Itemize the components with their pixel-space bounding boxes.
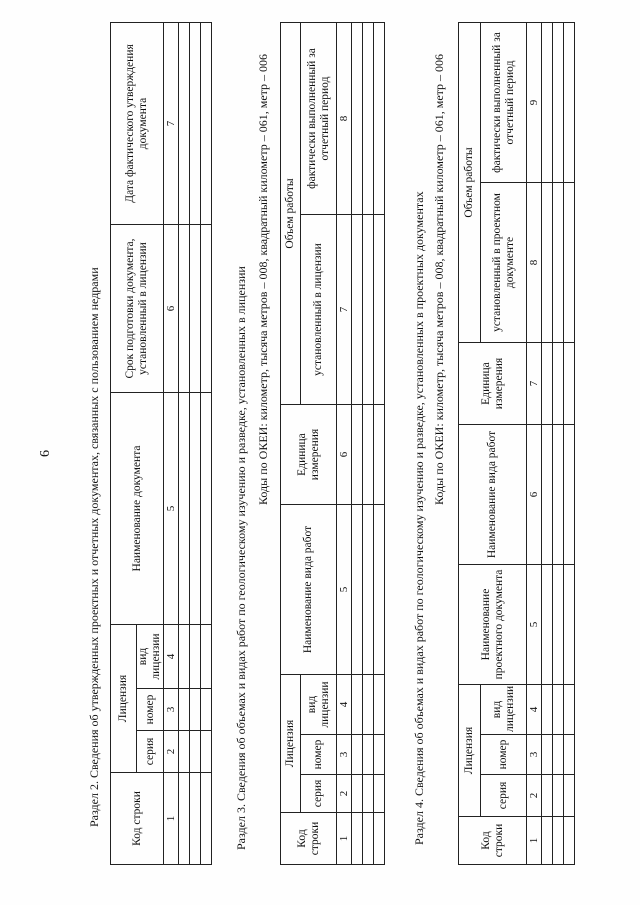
header-work-type-name: Наименование вида работ (459, 425, 527, 565)
section4-okei-codes: Коды по ОКЕИ: километр, тысяча метров – 008, квадратный километр – 061, метр – 006 (432, 53, 446, 505)
empty-cell (352, 775, 363, 813)
header-actual-completed: фактически выполненный за отчетный период (481, 22, 527, 182)
empty-cell (363, 775, 374, 813)
empty-cell (190, 773, 201, 865)
empty-cell (179, 225, 190, 393)
empty-cell (201, 225, 212, 393)
col-number: 6 (164, 225, 179, 393)
header-project-doc-name: Наименование проектного документа (459, 565, 527, 685)
section2-title: Раздел 2. Сведения об утвержденных проектных и отчетных документах, связанных с пользованием недрами (87, 267, 101, 827)
empty-cell (542, 425, 553, 565)
col-number: 3 (337, 735, 352, 775)
empty-cell (564, 685, 575, 735)
col-number: 7 (337, 215, 352, 405)
empty-cell (553, 735, 564, 775)
empty-cell (553, 343, 564, 425)
col-number: 8 (527, 183, 542, 343)
empty-cell (190, 625, 201, 689)
header-series: серия (301, 775, 337, 813)
header-license: Лицензия (111, 625, 137, 773)
col-number: 2 (527, 775, 542, 817)
empty-cell (179, 689, 190, 731)
empty-cell (564, 817, 575, 865)
empty-cell (564, 565, 575, 685)
header-actual-completed: фактически выполненный за отчетный период (301, 22, 337, 214)
empty-cell (553, 817, 564, 865)
col-number: 5 (164, 393, 179, 625)
empty-cell (564, 775, 575, 817)
header-unit: Единица измерения (459, 343, 527, 425)
empty-cell (201, 23, 212, 225)
empty-cell (553, 565, 564, 685)
col-number: 3 (527, 735, 542, 775)
section4-title: Раздел 4. Сведения об объемах и видах работ по геологическому изучению и разведке, установленных в проектных документах (412, 191, 426, 845)
header-row-code: Код строки (459, 817, 527, 865)
header-prep-deadline: Срок подготовки документа, установленный в лицензии (111, 225, 164, 393)
empty-cell (553, 775, 564, 817)
header-unit: Единица измерения (281, 405, 337, 505)
empty-cell (201, 393, 212, 625)
col-number: 6 (527, 425, 542, 565)
col-number: 1 (164, 773, 179, 865)
section3-title: Раздел 3. Сведения об объемах и видах работ по геологическому изучению и разведке, установленных в лицензии (234, 266, 248, 850)
col-number: 4 (337, 675, 352, 735)
empty-cell (374, 813, 385, 865)
empty-cell (374, 675, 385, 735)
section3-okei-codes: Коды по ОКЕИ: километр, тысяча метров – 008, квадратный километр – 061, метр – 006 (256, 53, 270, 505)
empty-cell (542, 817, 553, 865)
header-number: номер (481, 735, 527, 775)
empty-cell (553, 22, 564, 182)
col-number: 5 (337, 505, 352, 675)
header-number: номер (301, 735, 337, 775)
empty-cell (352, 735, 363, 775)
empty-cell (179, 393, 190, 625)
empty-cell (553, 183, 564, 343)
col-number: 4 (527, 685, 542, 735)
header-series: серия (481, 775, 527, 817)
col-number: 9 (527, 22, 542, 182)
col-number: 4 (164, 625, 179, 689)
empty-cell (542, 22, 553, 182)
header-license-type: вид лицензии (137, 625, 164, 689)
empty-cell (374, 22, 385, 214)
empty-cell (179, 23, 190, 225)
empty-cell (553, 685, 564, 735)
empty-cell (352, 405, 363, 505)
empty-cell (363, 22, 374, 214)
col-number: 5 (527, 565, 542, 685)
empty-cell (564, 343, 575, 425)
empty-cell (190, 393, 201, 625)
empty-cell (363, 215, 374, 405)
empty-cell (201, 689, 212, 731)
empty-cell (363, 813, 374, 865)
empty-cell (374, 505, 385, 675)
empty-cell (352, 22, 363, 214)
header-license: Лицензия (459, 685, 481, 817)
empty-cell (374, 215, 385, 405)
header-work-type-name: Наименование вида работ (281, 505, 337, 675)
empty-cell (201, 773, 212, 865)
header-number: номер (137, 689, 164, 731)
header-series: серия (137, 731, 164, 773)
empty-cell (190, 23, 201, 225)
empty-cell (542, 343, 553, 425)
col-number: 2 (337, 775, 352, 813)
col-number: 7 (527, 343, 542, 425)
empty-cell (564, 183, 575, 343)
empty-cell (352, 505, 363, 675)
header-set-in-license: установленный в лицензии (301, 215, 337, 405)
empty-cell (363, 735, 374, 775)
empty-cell (201, 625, 212, 689)
header-row-code: Код строки (281, 813, 337, 865)
empty-cell (179, 731, 190, 773)
empty-cell (542, 183, 553, 343)
empty-cell (374, 775, 385, 813)
col-number: 2 (164, 731, 179, 773)
empty-cell (542, 775, 553, 817)
empty-cell (179, 625, 190, 689)
col-number: 3 (164, 689, 179, 731)
header-work-volume: Объем работы (281, 22, 301, 404)
col-number: 1 (527, 817, 542, 865)
empty-cell (352, 813, 363, 865)
empty-cell (553, 425, 564, 565)
empty-cell (542, 735, 553, 775)
col-number: 1 (337, 813, 352, 865)
empty-cell (201, 731, 212, 773)
header-license-type: вид лицензии (301, 675, 337, 735)
empty-cell (374, 405, 385, 505)
empty-cell (352, 215, 363, 405)
empty-cell (190, 731, 201, 773)
empty-cell (564, 425, 575, 565)
section4-table (458, 22, 575, 865)
empty-cell (190, 225, 201, 393)
header-work-volume: Объем работы (459, 22, 481, 342)
header-license: Лицензия (281, 675, 301, 813)
empty-cell (179, 773, 190, 865)
empty-cell (363, 505, 374, 675)
col-number: 6 (337, 405, 352, 505)
section3-table (280, 22, 385, 865)
empty-cell (352, 675, 363, 735)
header-approval-date: Дата фактического утверждения документа (111, 23, 164, 225)
empty-cell (363, 675, 374, 735)
empty-cell (542, 565, 553, 685)
header-set-in-project: установленный в проектном документе (481, 183, 527, 343)
empty-cell (363, 405, 374, 505)
header-license-type: вид лицензии (481, 685, 527, 735)
col-number: 8 (337, 22, 352, 214)
empty-cell (374, 735, 385, 775)
empty-cell (564, 22, 575, 182)
header-row-code: Код строки (111, 773, 164, 865)
col-number: 7 (164, 23, 179, 225)
header-doc-name: Наименование документа (111, 393, 164, 625)
section2-table (110, 22, 212, 865)
empty-cell (564, 735, 575, 775)
page-number: 6 (38, 450, 53, 457)
empty-cell (190, 689, 201, 731)
empty-cell (542, 685, 553, 735)
